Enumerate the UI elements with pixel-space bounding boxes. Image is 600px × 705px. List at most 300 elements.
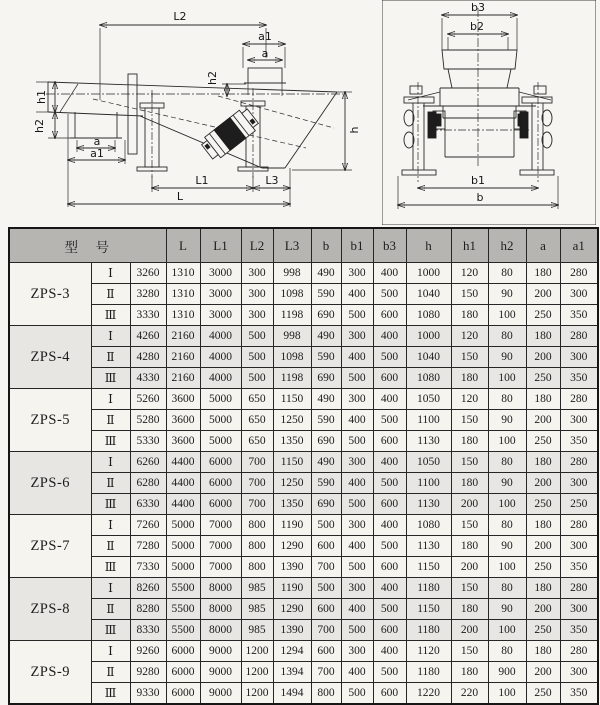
value-cell: 150 [451,410,488,431]
table-row [9,515,598,536]
value-cell: 3600 [166,410,200,431]
value-cell: 8000 [200,599,241,620]
dim-label-h2-top: h2 [206,71,219,85]
dim-label-L2: L2 [173,10,187,23]
value-cell: 500 [341,620,373,641]
value-cell: 250 [526,494,560,515]
value-cell: 250 [526,557,560,578]
value-cell: 500 [241,347,273,368]
value-cell: 3330 [130,305,166,326]
value-cell: 350 [560,683,598,705]
value-cell: 490 [311,263,341,284]
variant-cell: Ⅰ [91,641,130,662]
value-cell: 80 [488,452,526,473]
variant-cell: Ⅱ [91,410,130,431]
table-row [9,683,598,705]
col-header-h2: h2 [488,228,526,263]
value-cell: 8330 [130,620,166,641]
value-cell: 100 [488,620,526,641]
variant-cell: Ⅲ [91,494,130,515]
col-header-b1: b1 [341,228,373,263]
value-cell: 90 [488,410,526,431]
value-cell: 1200 [241,683,273,705]
value-cell: 400 [341,473,373,494]
value-cell: 3280 [130,284,166,305]
value-cell: 180 [451,662,488,683]
value-cell: 4000 [200,347,241,368]
value-cell: 1200 [241,641,273,662]
spec-table-body [9,263,598,705]
value-cell: 200 [526,284,560,305]
value-cell: 200 [526,347,560,368]
table-row [9,431,598,452]
value-cell: 7000 [200,557,241,578]
value-cell: 500 [373,599,406,620]
value-cell: 600 [373,431,406,452]
table-row [9,620,598,641]
table-row [9,347,598,368]
value-cell: 500 [373,284,406,305]
value-cell: 6000 [166,641,200,662]
value-cell: 998 [273,263,311,284]
table-row [9,410,598,431]
value-cell: 4400 [166,473,200,494]
value-cell: 985 [241,578,273,599]
value-cell: 1000 [406,326,451,347]
value-cell: 7330 [130,557,166,578]
value-cell: 400 [373,452,406,473]
value-cell: 600 [373,494,406,515]
value-cell: 1494 [273,683,311,705]
col-header-a1: a1 [560,228,598,263]
value-cell: 280 [560,389,598,410]
value-cell: 300 [341,326,373,347]
value-cell: 100 [488,683,526,705]
value-cell: 500 [373,662,406,683]
value-cell: 180 [451,599,488,620]
value-cell: 150 [451,515,488,536]
value-cell: 590 [311,347,341,368]
value-cell: 600 [311,536,341,557]
dim-label-b2: b2 [470,20,484,33]
model-header-cell: 型 号 [9,228,166,263]
value-cell: 1080 [406,515,451,536]
value-cell: 490 [311,389,341,410]
value-cell: 500 [373,473,406,494]
value-cell: 690 [311,431,341,452]
table-row [9,263,598,284]
value-cell: 8000 [200,620,241,641]
value-cell: 90 [488,284,526,305]
value-cell: 400 [373,263,406,284]
value-cell: 500 [311,515,341,536]
value-cell: 90 [488,599,526,620]
value-cell: 180 [451,431,488,452]
value-cell: 1198 [273,305,311,326]
table-row [9,494,598,515]
value-cell: 300 [560,284,598,305]
value-cell: 250 [526,431,560,452]
value-cell: 9330 [130,683,166,705]
value-cell: 1150 [406,599,451,620]
value-cell: 600 [373,305,406,326]
value-cell: 2160 [166,347,200,368]
value-cell: 7000 [200,515,241,536]
value-cell: 490 [311,326,341,347]
variant-cell: Ⅲ [91,620,130,641]
value-cell: 400 [373,641,406,662]
value-cell: 1100 [406,473,451,494]
value-cell: 100 [488,368,526,389]
value-cell: 500 [341,431,373,452]
value-cell: 80 [488,578,526,599]
table-row [9,641,598,662]
dim-label-a-bottom: a [93,135,101,148]
variant-cell: Ⅱ [91,662,130,683]
value-cell: 1290 [273,599,311,620]
value-cell: 1180 [406,662,451,683]
value-cell: 80 [488,641,526,662]
variant-cell: Ⅱ [91,347,130,368]
dim-label-b1: b1 [471,174,485,187]
value-cell: 500 [241,368,273,389]
value-cell: 90 [488,536,526,557]
value-cell: 200 [526,536,560,557]
value-cell: 280 [560,515,598,536]
value-cell: 590 [311,473,341,494]
table-row [9,368,598,389]
value-cell: 1294 [273,641,311,662]
value-cell: 4400 [166,452,200,473]
dim-label-a1-top: a1 [258,30,272,43]
value-cell: 800 [241,515,273,536]
value-cell: 6000 [166,683,200,705]
variant-cell: Ⅰ [91,389,130,410]
value-cell: 280 [560,452,598,473]
value-cell: 1080 [406,368,451,389]
value-cell: 690 [311,305,341,326]
table-row [9,389,598,410]
value-cell: 180 [526,389,560,410]
value-cell: 4000 [200,368,241,389]
value-cell: 600 [373,368,406,389]
value-cell: 600 [373,620,406,641]
dim-label-L1: L1 [195,174,209,187]
value-cell: 1150 [273,389,311,410]
value-cell: 300 [560,347,598,368]
value-cell: 8260 [130,578,166,599]
value-cell: 400 [341,536,373,557]
value-cell: 4330 [130,368,166,389]
value-cell: 280 [560,326,598,347]
value-cell: 150 [451,284,488,305]
value-cell: 600 [311,599,341,620]
value-cell: 250 [560,494,598,515]
value-cell: 80 [488,389,526,410]
value-cell: 120 [451,263,488,284]
value-cell: 1080 [406,305,451,326]
dim-label-h: h [348,126,361,134]
value-cell: 5000 [200,389,241,410]
value-cell: 180 [451,536,488,557]
value-cell: 150 [451,578,488,599]
value-cell: 350 [560,368,598,389]
value-cell: 9000 [200,641,241,662]
value-cell: 9000 [200,683,241,705]
value-cell: 250 [526,368,560,389]
value-cell: 280 [560,578,598,599]
table-row [9,662,598,683]
variant-cell: Ⅱ [91,536,130,557]
value-cell: 5000 [200,431,241,452]
value-cell: 300 [341,389,373,410]
col-header-b3: b3 [373,228,406,263]
table-row [9,536,598,557]
value-cell: 1098 [273,284,311,305]
value-cell: 300 [560,536,598,557]
value-cell: 90 [488,347,526,368]
value-cell: 1394 [273,662,311,683]
variant-cell: Ⅰ [91,326,130,347]
variant-cell: Ⅲ [91,305,130,326]
value-cell: 5500 [166,599,200,620]
value-cell: 400 [373,326,406,347]
value-cell: 80 [488,515,526,536]
variant-cell: Ⅱ [91,284,130,305]
value-cell: 5000 [200,410,241,431]
value-cell: 100 [488,305,526,326]
value-cell: 200 [526,662,560,683]
value-cell: 1310 [166,284,200,305]
value-cell: 1130 [406,431,451,452]
table-row [9,305,598,326]
value-cell: 220 [451,683,488,705]
value-cell: 985 [241,620,273,641]
value-cell: 300 [341,515,373,536]
value-cell: 1250 [273,410,311,431]
value-cell: 4400 [166,494,200,515]
value-cell: 300 [560,473,598,494]
value-cell: 600 [373,683,406,705]
value-cell: 200 [526,599,560,620]
value-cell: 180 [526,578,560,599]
value-cell: 1120 [406,641,451,662]
model-cell: ZPS-4 [9,326,91,389]
dim-label-a-top: a [261,47,269,60]
variant-cell: Ⅲ [91,431,130,452]
value-cell: 120 [451,389,488,410]
value-cell: 1198 [273,368,311,389]
value-cell: 3000 [200,305,241,326]
value-cell: 1000 [406,263,451,284]
value-cell: 650 [241,410,273,431]
value-cell: 6280 [130,473,166,494]
value-cell: 700 [311,620,341,641]
value-cell: 800 [311,683,341,705]
value-cell: 700 [241,494,273,515]
value-cell: 1050 [406,452,451,473]
value-cell: 9260 [130,641,166,662]
model-cell: ZPS-6 [9,452,91,515]
value-cell: 4260 [130,326,166,347]
value-cell: 300 [560,410,598,431]
value-cell: 120 [451,326,488,347]
technical-drawings [0,0,600,227]
value-cell: 100 [488,494,526,515]
value-cell: 500 [373,347,406,368]
variant-cell: Ⅱ [91,473,130,494]
value-cell: 7000 [200,536,241,557]
value-cell: 1050 [406,389,451,410]
value-cell: 5000 [166,515,200,536]
value-cell: 900 [488,662,526,683]
value-cell: 2160 [166,326,200,347]
value-cell: 250 [526,305,560,326]
table-row [9,599,598,620]
value-cell: 3600 [166,431,200,452]
value-cell: 6330 [130,494,166,515]
table-row [9,578,598,599]
value-cell: 500 [341,557,373,578]
value-cell: 1040 [406,347,451,368]
model-cell: ZPS-7 [9,515,91,578]
value-cell: 8280 [130,599,166,620]
variant-cell: Ⅰ [91,515,130,536]
value-cell: 9000 [200,662,241,683]
value-cell: 400 [341,284,373,305]
value-cell: 1150 [406,557,451,578]
value-cell: 1130 [406,536,451,557]
value-cell: 400 [373,515,406,536]
value-cell: 490 [311,452,341,473]
value-cell: 1290 [273,536,311,557]
value-cell: 800 [241,557,273,578]
value-cell: 2160 [166,368,200,389]
value-cell: 1310 [166,263,200,284]
value-cell: 1350 [273,494,311,515]
value-cell: 7260 [130,515,166,536]
value-cell: 1150 [273,452,311,473]
value-cell: 590 [311,284,341,305]
value-cell: 300 [341,263,373,284]
value-cell: 1190 [273,578,311,599]
value-cell: 200 [451,557,488,578]
value-cell: 600 [311,641,341,662]
value-cell: 998 [273,326,311,347]
dim-label-h1-left: h1 [35,90,48,104]
value-cell: 1200 [241,662,273,683]
value-cell: 650 [241,431,273,452]
value-cell: 180 [526,515,560,536]
value-cell: 300 [241,284,273,305]
value-cell: 180 [526,641,560,662]
col-header-h1: h1 [451,228,488,263]
value-cell: 80 [488,326,526,347]
col-header-b: b [311,228,341,263]
value-cell: 9280 [130,662,166,683]
value-cell: 4280 [130,347,166,368]
value-cell: 500 [311,578,341,599]
value-cell: 590 [311,410,341,431]
value-cell: 180 [451,473,488,494]
value-cell: 5260 [130,389,166,410]
value-cell: 150 [451,452,488,473]
value-cell: 5000 [166,557,200,578]
value-cell: 6000 [200,473,241,494]
value-cell: 100 [488,557,526,578]
dim-label-L3: L3 [265,174,279,187]
value-cell: 350 [560,305,598,326]
value-cell: 6000 [166,662,200,683]
value-cell: 700 [311,557,341,578]
dim-label-L: L [176,190,184,203]
value-cell: 800 [241,536,273,557]
value-cell: 300 [560,662,598,683]
value-cell: 400 [373,578,406,599]
model-cell: ZPS-8 [9,578,91,641]
dim-label-b: b [476,191,484,204]
model-cell: ZPS-5 [9,389,91,452]
value-cell: 500 [341,368,373,389]
value-cell: 3600 [166,389,200,410]
value-cell: 690 [311,494,341,515]
value-cell: 350 [560,557,598,578]
value-cell: 5500 [166,620,200,641]
model-cell: ZPS-9 [9,641,91,705]
value-cell: 280 [560,263,598,284]
value-cell: 1250 [273,473,311,494]
value-cell: 400 [341,347,373,368]
value-cell: 500 [373,536,406,557]
value-cell: 700 [241,452,273,473]
variant-cell: Ⅰ [91,578,130,599]
value-cell: 985 [241,599,273,620]
value-cell: 5280 [130,410,166,431]
value-cell: 150 [451,347,488,368]
value-cell: 280 [560,641,598,662]
value-cell: 1190 [273,515,311,536]
value-cell: 400 [341,599,373,620]
value-cell: 250 [526,683,560,705]
side-view-diagram [8,0,380,225]
value-cell: 650 [241,389,273,410]
value-cell: 7280 [130,536,166,557]
model-cell: ZPS-3 [9,263,91,326]
value-cell: 500 [341,305,373,326]
value-cell: 250 [526,620,560,641]
variant-cell: Ⅰ [91,263,130,284]
value-cell: 500 [241,326,273,347]
table-row [9,557,598,578]
value-cell: 400 [341,662,373,683]
value-cell: 300 [341,578,373,599]
table-row [9,473,598,494]
value-cell: 6000 [200,452,241,473]
variant-cell: Ⅲ [91,368,130,389]
value-cell: 1390 [273,557,311,578]
dim-label-b3: b3 [471,1,485,14]
value-cell: 300 [560,599,598,620]
value-cell: 100 [488,431,526,452]
value-cell: 180 [526,263,560,284]
value-cell: 300 [241,305,273,326]
value-cell: 180 [451,305,488,326]
col-header-a: a [526,228,560,263]
variant-cell: Ⅱ [91,599,130,620]
value-cell: 6000 [200,494,241,515]
value-cell: 400 [341,410,373,431]
col-header-L: L [166,228,200,263]
